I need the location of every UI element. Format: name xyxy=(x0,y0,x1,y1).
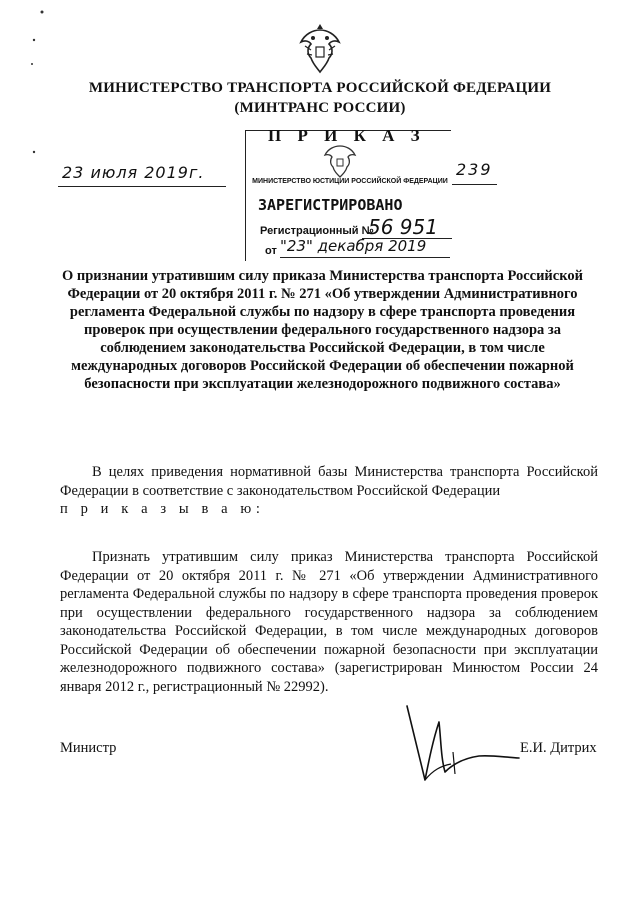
ministry-short-name: (МИНТРАНС РОССИИ) xyxy=(234,100,406,116)
main-paragraph: Признать утратившим силу приказ Министерства транспорта Российской Федерации от 20 октября 2011 г. № 271 «Об утверждении Административного регламента Федеральной службы по надзору в сфере транспорта проведения проверок при осуществлении федерального государственного надзора за соблюдением законодательства Российской Федерации, в том числе международных договоров Российской Федерации об обеспечении пожарной безопасности при эксплуатации железнодорожного подвижного состава» (зарегистрирован Минюстом России 24 января 2012 г., регистрационный № 22992). xyxy=(60,549,598,695)
stamp-authority: МИНИСТЕРСТВО ЮСТИЦИИ РОССИЙСКОЙ ФЕДЕРАЦИИ xyxy=(252,178,448,185)
date-underline xyxy=(280,257,450,258)
stamp-date-value: "23" декабря 2019 xyxy=(280,237,427,255)
ministry-name: МИНИСТЕРСТВО ТРАНСПОРТА РОССИЙСКОЙ ФЕДЕРАЦИИ xyxy=(88,80,552,96)
signatory-title: Министр xyxy=(60,740,117,756)
coat-of-arms-icon xyxy=(295,20,345,75)
order-number-underline xyxy=(452,184,497,185)
margin-marks xyxy=(0,0,60,905)
preamble-paragraph: В целях приведения нормативной базы Министерства транспорта Российской Федерации в соответствие с законодательством Российской Федерации xyxy=(60,464,598,499)
stamp-status: ЗАРЕГИСТРИРОВАНО xyxy=(258,196,403,214)
document-type-title: П Р И К А З xyxy=(268,126,426,145)
orders-word: п р и к а з ы в а ю: xyxy=(60,501,265,517)
order-number: 239 xyxy=(456,160,493,179)
order-date: 23 июля 2019г. xyxy=(62,163,205,182)
stamp-date-label: от xyxy=(265,245,277,257)
stamp-regno-label: Регистрационный № xyxy=(260,225,374,237)
handwritten-signature xyxy=(395,700,525,790)
order-date-underline xyxy=(58,186,226,187)
document-heading: О признании утратившим силу приказа Министерства транспорта Российской Федерации от 20 октября 2011 г. № 271 «Об утверждении Административного регламента Федеральной службы по надзору в сфере транспорта проведения проверок при осуществлении федерального государственного надзора за соблюдением законодательства Российской Федерации, в том числе международных договоров Российской Федерации об обеспечении пожарной безопасности при эксплуатации железнодорожного подвижного состава» xyxy=(61,268,583,392)
stamp-regno-value: 56 951 xyxy=(368,215,438,239)
stamp-emblem-icon xyxy=(320,140,360,180)
signatory-name: Е.И. Дитрих xyxy=(520,740,597,756)
